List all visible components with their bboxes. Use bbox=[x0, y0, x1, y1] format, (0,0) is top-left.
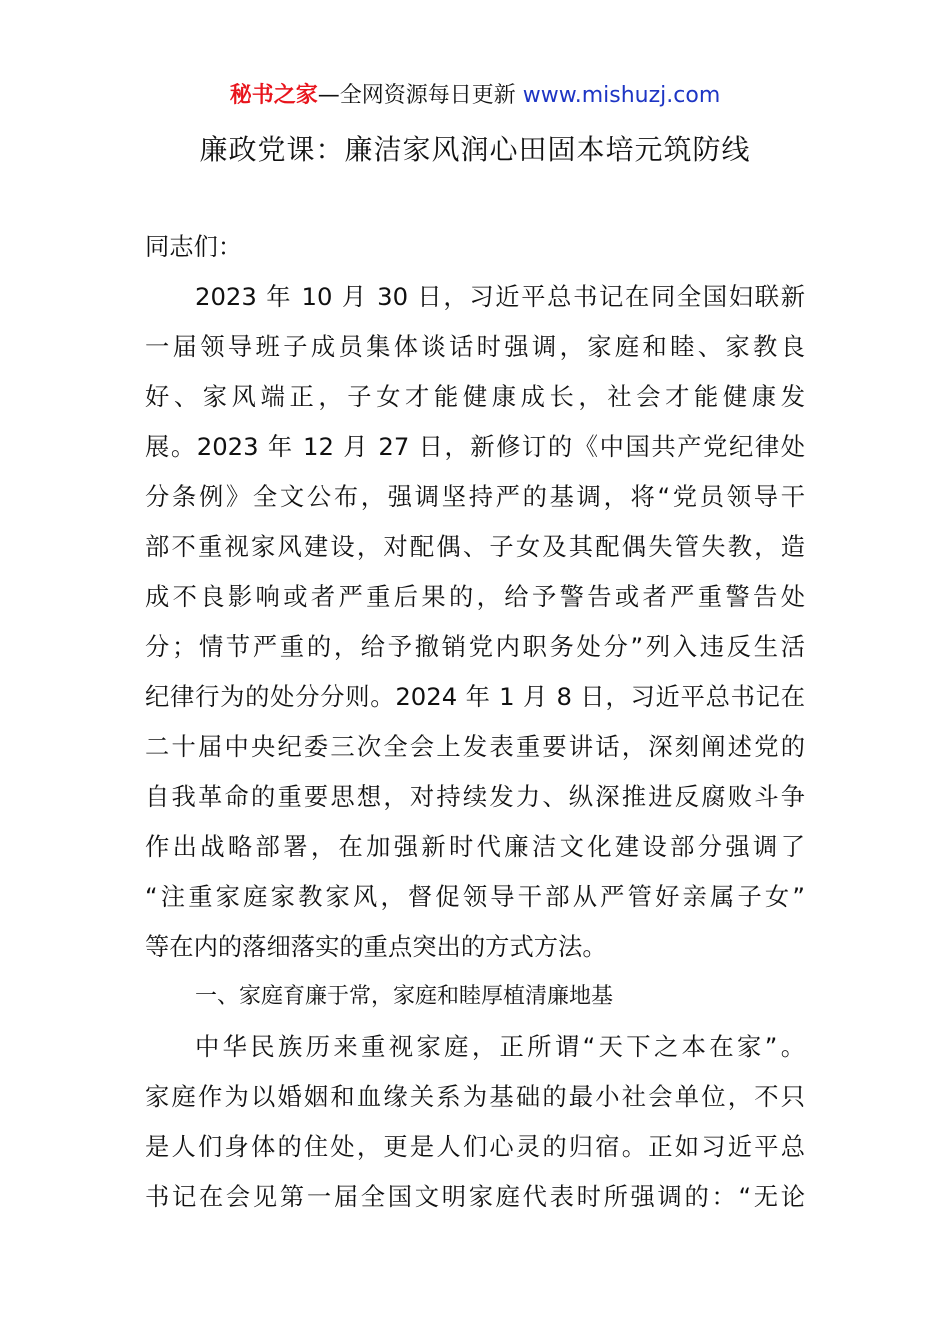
site-header bbox=[0, 78, 950, 114]
salutation: 同志们： bbox=[145, 232, 243, 261]
paragraph-line: 一届领导班子成员集体谈话时强调，家庭和睦、家教良 bbox=[145, 332, 805, 361]
paragraph-line: 作出战略部署，在加强新时代廉洁文化建设部分强调了 bbox=[145, 832, 805, 861]
paragraph-line: 2023 年 10 月 30 日，习近平总书记在同全国妇联新 bbox=[195, 282, 805, 311]
paragraph-line: 自我革命的重要思想，对持续发力、纵深推进反腐败斗争 bbox=[145, 782, 805, 811]
paragraph-line: 家庭作为以婚姻和血缘关系为基础的最小社会单位，不只 bbox=[145, 1082, 805, 1111]
paragraph-line: 展。2023 年 12 月 27 日，新修订的《中国共产党纪律处 bbox=[145, 432, 805, 461]
section-heading: 一、家庭育廉于常，家庭和睦厚植清廉地基 bbox=[195, 984, 614, 1009]
paragraph-line: 书记在会见第一届全国文明家庭代表时所强调的：“无论 bbox=[145, 1182, 805, 1211]
paragraph-line: 成不良影响或者严重后果的，给予警告或者严重警告处 bbox=[145, 582, 805, 611]
paragraph-line: 好、家风端正，子女才能健康成长，社会才能健康发 bbox=[145, 382, 805, 411]
paragraph-line: 二十届中央纪委三次全会上发表重要讲话，深刻阐述党的 bbox=[145, 732, 805, 761]
paragraph-line: 分；情节严重的，给予撤销党内职务处分”列入违反生活 bbox=[145, 632, 805, 661]
paragraph-line: 部不重视家风建设，对配偶、子女及其配偶失管失教，造 bbox=[145, 532, 805, 561]
site-brand: 秘书之家 bbox=[229, 83, 318, 108]
paragraph-line: 是人们身体的住处，更是人们心灵的归宿。正如习近平总 bbox=[145, 1132, 805, 1161]
site-url-link[interactable]: www.mishuzj.com bbox=[522, 83, 721, 108]
document-title: 廉政党课：廉洁家风润心田固本培元筑防线 bbox=[199, 133, 751, 166]
paragraph-line: 分条例》全文公布，强调坚持严的基调，将“党员领导干 bbox=[145, 482, 805, 511]
document-body bbox=[145, 222, 805, 1222]
paragraph-line: 等在内的落细落实的重点突出的方式方法。 bbox=[145, 932, 607, 961]
site-tagline: —全网资源每日更新 bbox=[317, 83, 523, 108]
paragraph-line: 纪律行为的处分分则。2024 年 1 月 8 日，习近平总书记在 bbox=[145, 682, 805, 711]
paragraph-line: 中华民族历来重视家庭，正所谓“天下之本在家”。 bbox=[195, 1032, 805, 1061]
paragraph-line: “注重家庭家教家风，督促领导干部从严管好亲属子女” bbox=[145, 882, 805, 911]
